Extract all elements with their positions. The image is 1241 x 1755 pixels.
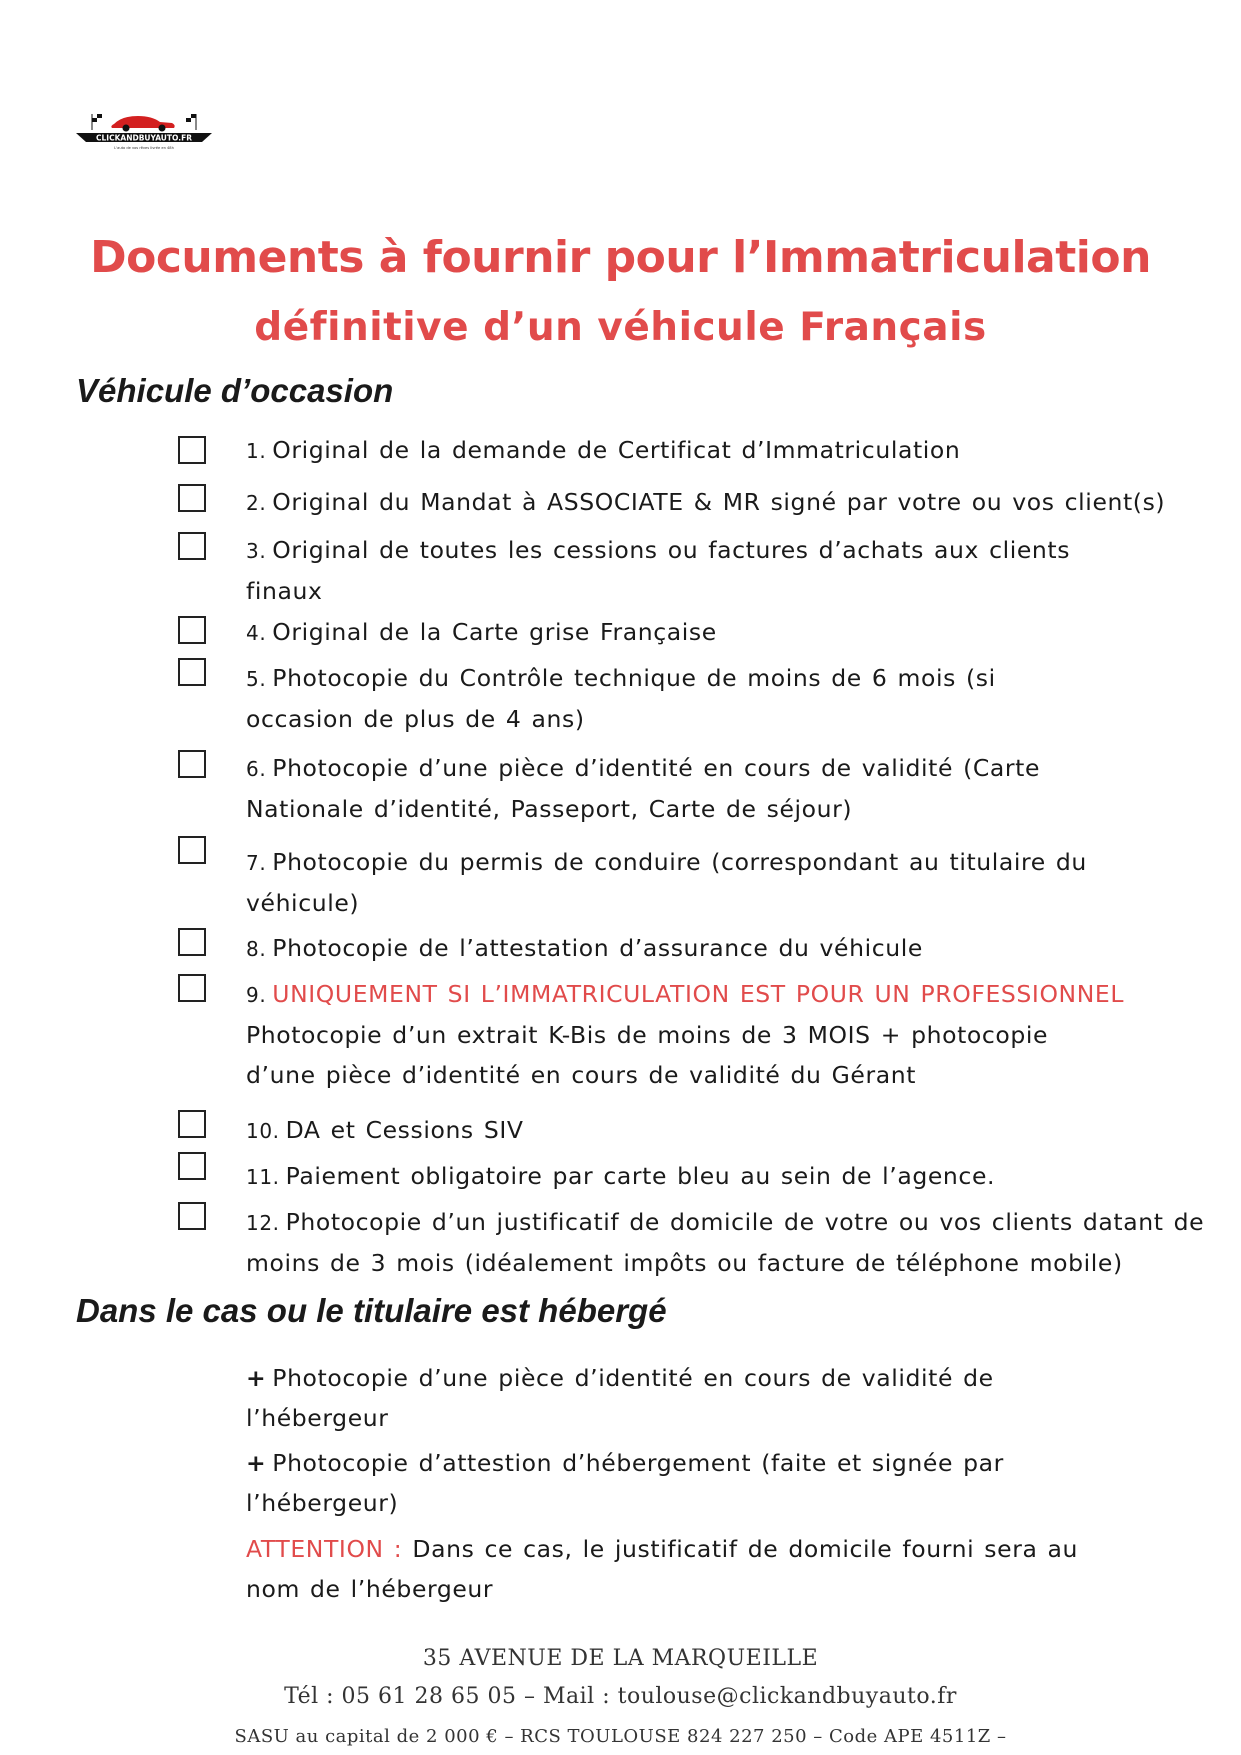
checkbox-12[interactable]	[178, 1202, 206, 1230]
footer-legal: SASU au capital de 2 000 € – RCS TOULOUSE 824 227 250 – Code APE 4511Z –	[234, 1726, 1007, 1747]
item-number: 2.	[246, 491, 267, 515]
footer-address: 35 AVENUE DE LA MARQUEILLE	[422, 1646, 819, 1671]
hosted-item-text: Photocopie d’attestion d’hébergement (faite et signée par l’hébergeur)	[246, 1449, 1004, 1517]
checkbox-8[interactable]	[178, 928, 206, 956]
checkbox-1[interactable]	[178, 436, 206, 464]
item-label: Photocopie d’un justificatif de domicile de votre ou vos clients datant de moins de 3 mois (idéalement impôts ou facture de téléphone mobile)	[246, 1208, 1205, 1277]
logo-brand-text: CLICKANDBUYAUTO.FR	[96, 133, 192, 143]
item-number: 6.	[246, 757, 267, 781]
item-label: Original de la demande de Certificat d’Immatriculation	[272, 436, 961, 464]
checkbox-3[interactable]	[178, 532, 206, 560]
checkbox-10[interactable]	[178, 1110, 206, 1138]
hosted-item-2	[246, 1443, 1106, 1523]
checklist-item-text	[246, 1156, 1166, 1197]
item-number: 5.	[246, 667, 267, 691]
item-number: 9.	[246, 983, 267, 1007]
item-number: 12.	[246, 1211, 280, 1235]
item-number: 7.	[246, 851, 267, 875]
checkbox-9[interactable]	[178, 974, 206, 1002]
company-logo	[76, 110, 212, 152]
footer-contact: Tél : 05 61 28 65 05 – Mail : toulouse@clickandbuyauto.fr	[284, 1684, 957, 1709]
item-label: Original du Mandat à ASSOCIATE & MR signé par votre ou vos client(s)	[272, 488, 1166, 516]
checkbox-11[interactable]	[178, 1152, 206, 1180]
racing-car-icon	[111, 116, 174, 132]
section-heading-hosted-holder: Dans le cas ou le titulaire est hébergé	[76, 1292, 667, 1329]
item-number: 8.	[246, 937, 267, 961]
plus-icon: +	[246, 1364, 267, 1392]
attention-label: ATTENTION :	[246, 1535, 403, 1563]
checklist-item-text	[246, 748, 1106, 829]
item-label: Photocopie du permis de conduire (correspondant au titulaire du véhicule)	[246, 848, 1087, 917]
checklist-item-text	[246, 842, 1106, 923]
hosted-item-text: Photocopie d’une pièce d’identité en cours de validité de l’hébergeur	[246, 1364, 994, 1432]
item-number: 10.	[246, 1119, 280, 1143]
checkbox-7[interactable]	[178, 836, 206, 864]
checklist-item-text	[246, 482, 1206, 523]
item-number: 4.	[246, 621, 267, 645]
item-label: Photocopie d’une pièce d’identité en cours de validité (Carte Nationale d’identité, Passeport, Carte de séjour)	[246, 754, 1041, 823]
professional-warning: UNIQUEMENT SI L’IMMATRICULATION EST POUR UN PROFESSIONNEL	[272, 980, 1125, 1008]
checklist-item-text	[246, 430, 1166, 471]
checklist-item-text	[246, 928, 1166, 969]
item-label: Photocopie du Contrôle technique de moins de 6 mois (si occasion de plus de 4 ans)	[246, 664, 996, 733]
checklist-item-text	[246, 1110, 1166, 1151]
hosted-item-1	[246, 1358, 1106, 1438]
checklist-item-text	[246, 974, 1126, 1095]
section-heading-used-vehicle: Véhicule d’occasion	[76, 372, 394, 409]
document-title-line2: définitive d’un véhicule Français	[254, 305, 987, 350]
item-number: 11.	[246, 1165, 280, 1189]
logo-tagline: L'auto de vos rêves livrée en 48h	[114, 146, 174, 150]
checklist-item-text	[246, 658, 1066, 739]
item-label: Photocopie de l’attestation d’assurance du véhicule	[272, 934, 923, 962]
item-label: Original de toutes les cessions ou factures d’achats aux clients finaux	[246, 536, 1071, 605]
checklist-item-text	[246, 612, 1166, 653]
document-title-line1: Documents à fournir pour l’Immatriculation	[90, 232, 1151, 283]
item-label: Paiement obligatoire par carte bleu au sein de l’agence.	[285, 1162, 996, 1190]
checklist-item-text	[246, 1202, 1206, 1283]
checklist-item-text	[246, 530, 1076, 611]
attention-note	[246, 1529, 1106, 1609]
attention-text: Dans ce cas, le justificatif de domicile fourni sera au nom de l’hébergeur	[246, 1535, 1079, 1603]
item-number: 3.	[246, 539, 267, 563]
checkbox-6[interactable]	[178, 750, 206, 778]
item-label: DA et Cessions SIV	[285, 1116, 524, 1144]
plus-icon: +	[246, 1449, 267, 1477]
item-label: Original de la Carte grise Française	[272, 618, 717, 646]
item-label: Photocopie d’un extrait K-Bis de moins de 3 MOIS + photocopie d’une pièce d’identité en cours de validité du Gérant	[246, 1021, 1049, 1089]
checkbox-5[interactable]	[178, 658, 206, 686]
item-number: 1.	[246, 439, 267, 463]
checkbox-2[interactable]	[178, 484, 206, 512]
checkbox-4[interactable]	[178, 616, 206, 644]
